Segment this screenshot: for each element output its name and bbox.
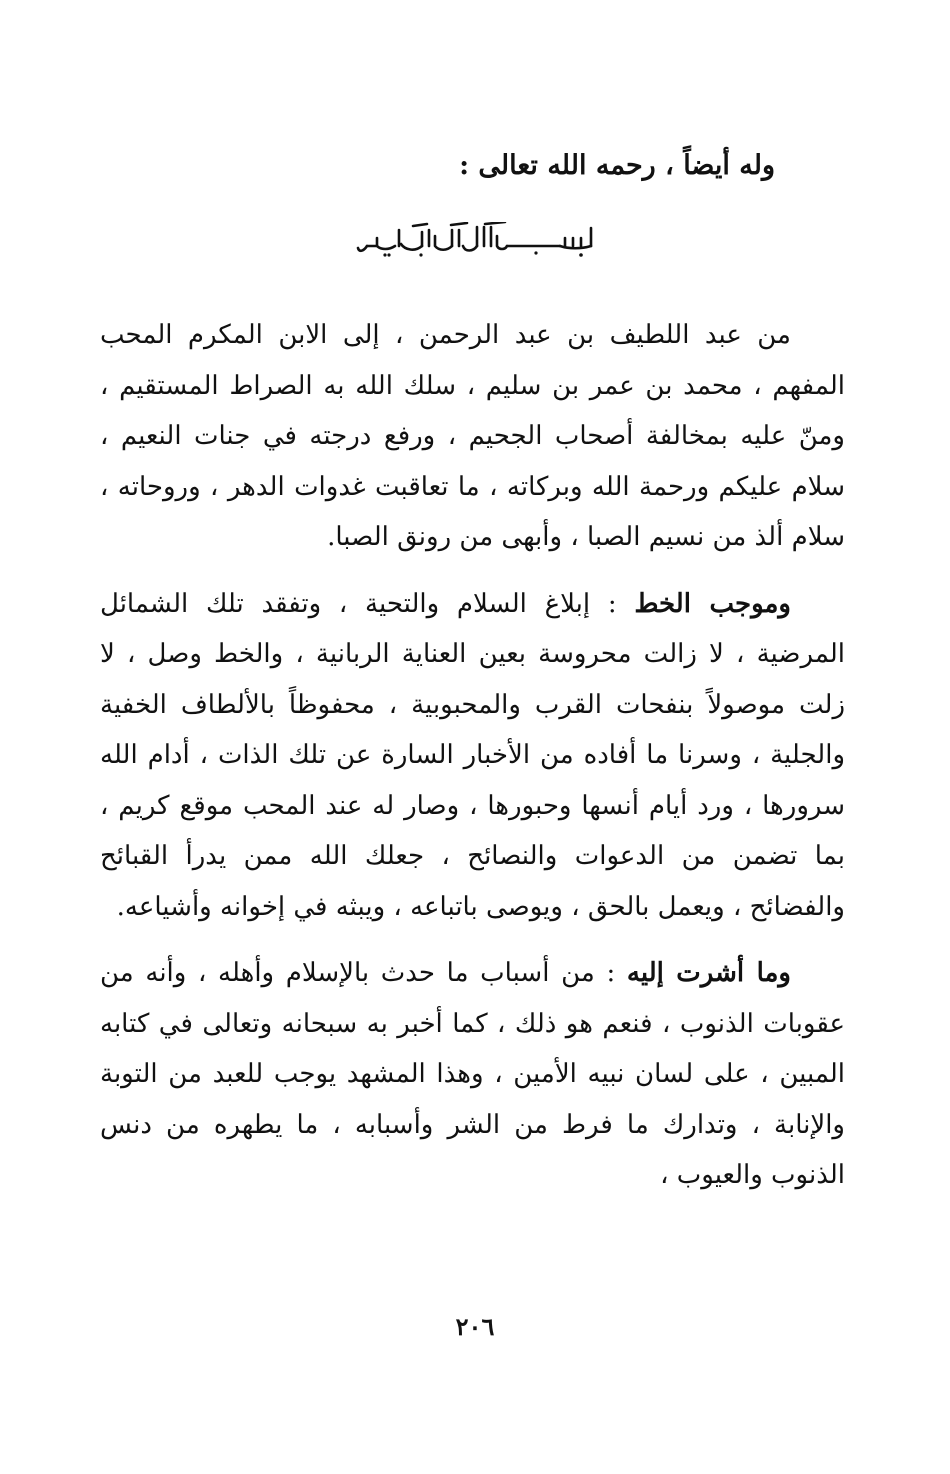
- page-number: ٢٠٦: [455, 1312, 495, 1341]
- paragraph-lead: وما أشرت إليه: [626, 958, 791, 988]
- paragraph: [100, 310, 845, 563]
- letter-heading: وله أيضاً ، رحمه الله تعالى :: [459, 150, 775, 181]
- paragraph-text: إبلاغ السلام والتحية ، وتفقد تلك الشمائل المرضية ، لا زالت محروسة بعين العناية الربانية ، والخط وصل ، لا زلت موصولاً بنفحات القرب والمحبوبية ، محفوظاً بالألطاف الخفية والجلية ، وسرنا ما أفاده من الأخبار السارة عن تلك الذات ، أدام الله سرورها ، ورد أيام أنسها وحبورها ، وصار له عند المحب موقع كريم ، بما تضمن من الدعوات والنصائح ، جعلك الله ممن يدرأ القبائح والفضائح ، ويعمل بالحق ، ويوصى باتباعه ، ويبثه في إخوانه وأشياعه.: [100, 588, 845, 922]
- paragraph: [100, 948, 845, 1201]
- basmala-calligraphy: [355, 222, 598, 262]
- paragraph-separator: :: [594, 958, 627, 988]
- paragraph-text: من عبد اللطيف بن عبد الرحمن ، إلى الابن المكرم المحب المفهم ، محمد بن عمر بن سليم ، سلك الله به الصراط المستقيم ، ومنّ عليه بمخالفة أصحاب الجحيم ، ورفع درجته في جنات النعيم ، سلام عليكم ورحمة الله وبركاته ، ما تعاقبت غدوات الدهر ، وروحاته ، سلام ألذ من نسيم الصبا ، وأبهى من رونق الصبا.: [100, 320, 845, 552]
- paragraph-text: من أسباب ما حدث بالإسلام وأهله ، وأنه من عقوبات الذنوب ، فنعم هو ذلك ، كما أخبر به سبحانه وتعالى في كتابه المبين ، على لسان نبيه الأمين ، وهذا المشهد يوجب للعبد من التوبة والإنابة ، وتدارك ما فرط من الشر وأسبابه ، ما يطهره من دنس الذنوب والعيوب ،: [100, 958, 845, 1190]
- paragraph-lead: وموجب الخط: [634, 588, 791, 619]
- paragraph-separator: :: [590, 588, 635, 619]
- letter-body: [100, 310, 845, 1201]
- paragraph: [100, 579, 845, 933]
